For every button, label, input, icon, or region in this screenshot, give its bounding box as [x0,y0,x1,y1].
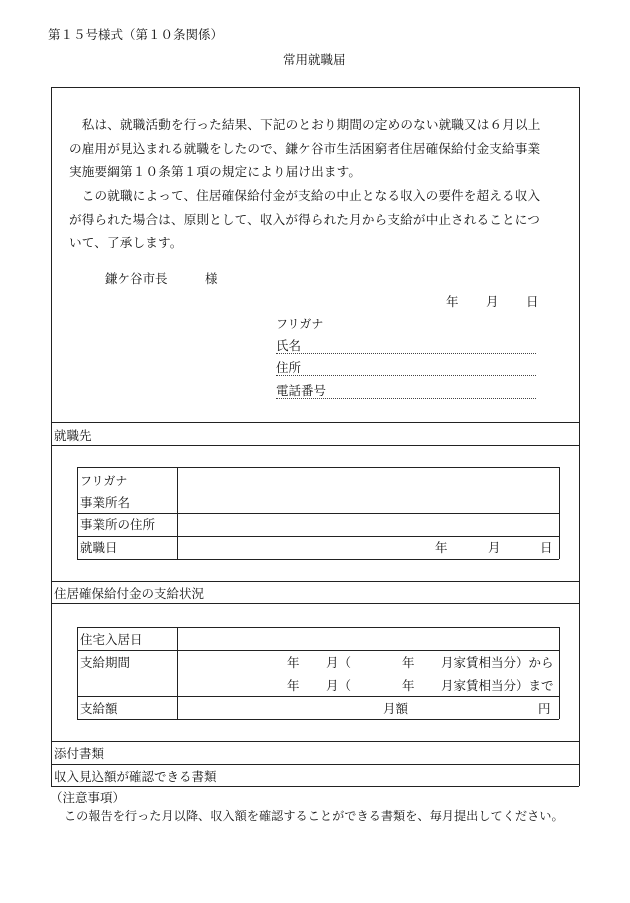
applicant-phone-label: 電話番号 [276,383,327,398]
divider [51,764,579,765]
start-date-label: 就職日 [80,540,118,555]
declaration-paragraph-2: この就職によって、住居確保給付金が支給の中止となる収入の要件を超える収入 が得られた場合は、原則として、収入が得られた月から支給が中止されることにつ いて、了承します。 [69,188,541,250]
applicant-address-field[interactable] [276,375,536,376]
page-title: 常用就職届 [283,52,346,67]
divider [51,422,579,423]
declaration-paragraph-1: 私は、就職活動を行った結果、下記のとおり期間の定めのない就職又は６月以上 の雇用が見込まれる就職をしたので、鎌ケ谷市生活困窮者住居確保給付金支給事業 実施要綱第１０条第１項の規定により届け出ます。 [69,117,541,179]
payment-amount-label: 支給額 [80,701,118,716]
payment-period-label: 支給期間 [80,655,131,670]
office-name-field[interactable] [178,468,558,512]
move-in-date-label: 住宅入居日 [80,632,143,647]
addressee: 鎌ケ谷市長 様 [105,271,218,286]
divider [51,581,579,582]
office-address-field[interactable] [178,514,558,535]
office-furigana-label: フリガナ [80,474,128,488]
divider [51,445,579,446]
attachments-section-label: 添付書類 [54,746,105,761]
divider [51,741,579,742]
employment-section-label: 就職先 [54,428,92,443]
applicant-name-field[interactable] [276,353,536,354]
form-number: 第１５号様式（第１０条関係） [48,27,224,42]
applicant-name-label: 氏名 [276,338,302,353]
applicant-phone-field[interactable] [276,398,536,399]
divider [51,603,579,604]
move-in-date-field[interactable] [178,628,558,649]
applicant-furigana-label: フリガナ [276,317,324,331]
attachment-item: 収入見込額が確認できる書類 [54,769,217,784]
office-address-label: 事業所の住所 [80,517,156,532]
office-name-label: 事業所名 [80,495,131,510]
benefit-section-label: 住居確保給付金の支給状況 [54,586,205,601]
notes-heading: （注意事項） [50,790,126,805]
applicant-address-label: 住所 [276,360,302,375]
notes-text: この報告を行った月以降、収入額を確認することができる書類を、毎月提出してください。 [64,809,564,823]
